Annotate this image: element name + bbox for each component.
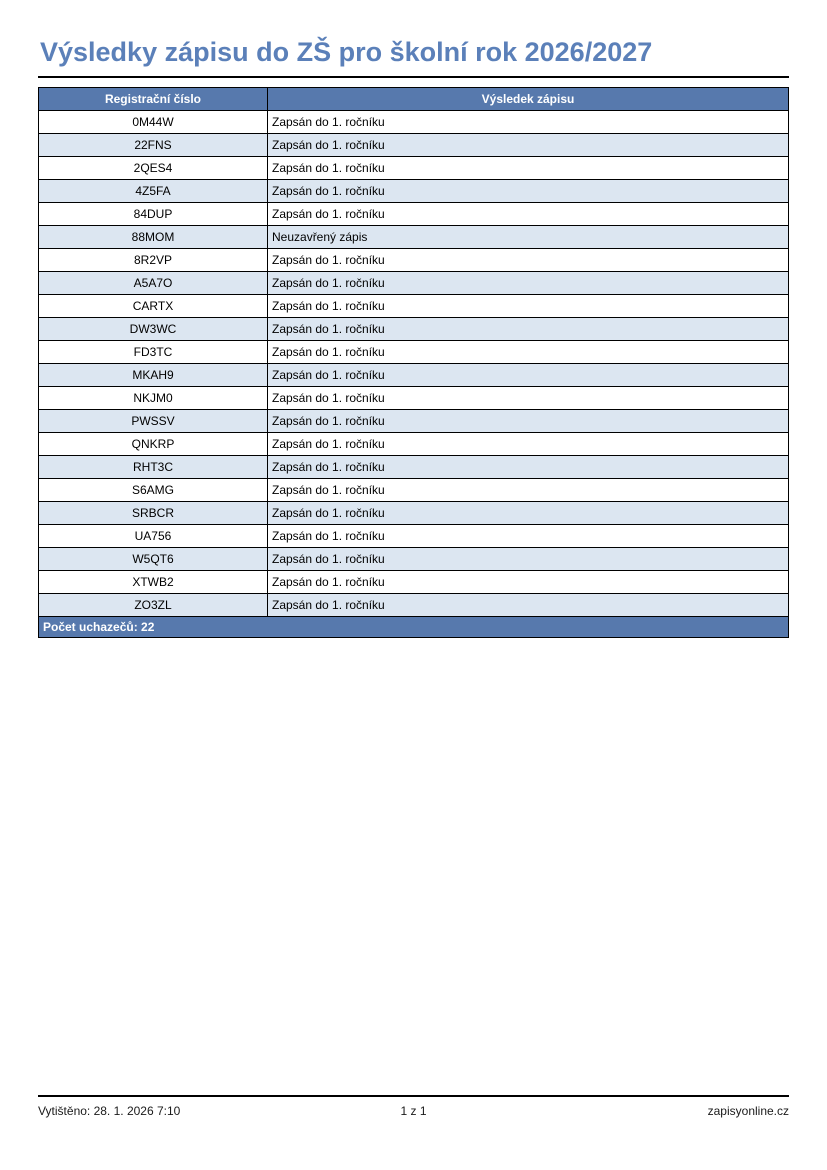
title-divider [38, 76, 789, 78]
cell-enrollment-result: Zapsán do 1. ročníku [268, 593, 789, 616]
table-row [39, 271, 789, 294]
table-row [39, 156, 789, 179]
table-row [39, 455, 789, 478]
cell-enrollment-result: Zapsán do 1. ročníku [268, 156, 789, 179]
table-row [39, 593, 789, 616]
column-header-enrollment-result: Výsledek zápisu [268, 87, 789, 110]
results-table-header [39, 87, 789, 110]
cell-registration-number: DW3WC [39, 317, 268, 340]
cell-registration-number: 88MOM [39, 225, 268, 248]
cell-registration-number: 0M44W [39, 110, 268, 133]
report-content [38, 0, 789, 638]
cell-registration-number: UA756 [39, 524, 268, 547]
table-row [39, 133, 789, 156]
print-footer [38, 1095, 789, 1118]
applicant-count-label: Počet uchazečů: 22 [39, 616, 789, 637]
cell-enrollment-result: Zapsán do 1. ročníku [268, 478, 789, 501]
cell-enrollment-result: Zapsán do 1. ročníku [268, 524, 789, 547]
cell-registration-number: 4Z5FA [39, 179, 268, 202]
page-title: Výsledky zápisu do ZŠ pro školní rok 2026/2027 [40, 37, 653, 67]
table-row [39, 110, 789, 133]
cell-enrollment-result: Zapsán do 1. ročníku [268, 271, 789, 294]
cell-enrollment-result: Zapsán do 1. ročníku [268, 501, 789, 524]
results-table-body [39, 110, 789, 616]
page-number: 1 z 1 [400, 1104, 427, 1118]
cell-registration-number: SRBCR [39, 501, 268, 524]
table-row [39, 248, 789, 271]
cell-enrollment-result: Zapsán do 1. ročníku [268, 248, 789, 271]
cell-registration-number: XTWB2 [39, 570, 268, 593]
cell-registration-number: A5A7O [39, 271, 268, 294]
cell-registration-number: QNKRP [39, 432, 268, 455]
table-row [39, 432, 789, 455]
cell-enrollment-result: Neuzavřený zápis [268, 225, 789, 248]
table-row [39, 317, 789, 340]
table-row [39, 225, 789, 248]
cell-enrollment-result: Zapsán do 1. ročníku [268, 179, 789, 202]
table-row [39, 202, 789, 225]
cell-registration-number: PWSSV [39, 409, 268, 432]
cell-enrollment-result: Zapsán do 1. ročníku [268, 547, 789, 570]
cell-registration-number: RHT3C [39, 455, 268, 478]
cell-enrollment-result: Zapsán do 1. ročníku [268, 133, 789, 156]
cell-registration-number: CARTX [39, 294, 268, 317]
cell-registration-number: NKJM0 [39, 386, 268, 409]
summary-row [39, 616, 789, 637]
cell-enrollment-result: Zapsán do 1. ročníku [268, 386, 789, 409]
cell-enrollment-result: Zapsán do 1. ročníku [268, 110, 789, 133]
printed-timestamp: Vytištěno: 28. 1. 2026 7:10 [38, 1104, 181, 1118]
table-row [39, 501, 789, 524]
cell-enrollment-result: Zapsán do 1. ročníku [268, 409, 789, 432]
cell-enrollment-result: Zapsán do 1. ročníku [268, 570, 789, 593]
table-row [39, 547, 789, 570]
footer-divider [38, 1095, 789, 1097]
cell-registration-number: S6AMG [39, 478, 268, 501]
table-row [39, 294, 789, 317]
cell-enrollment-result: Zapsán do 1. ročníku [268, 340, 789, 363]
table-row [39, 570, 789, 593]
table-row [39, 478, 789, 501]
cell-registration-number: FD3TC [39, 340, 268, 363]
table-row [39, 340, 789, 363]
cell-enrollment-result: Zapsán do 1. ročníku [268, 317, 789, 340]
cell-registration-number: W5QT6 [39, 547, 268, 570]
cell-enrollment-result: Zapsán do 1. ročníku [268, 363, 789, 386]
cell-registration-number: 84DUP [39, 202, 268, 225]
cell-enrollment-result: Zapsán do 1. ročníku [268, 294, 789, 317]
cell-enrollment-result: Zapsán do 1. ročníku [268, 202, 789, 225]
footer-line [38, 1104, 789, 1118]
cell-enrollment-result: Zapsán do 1. ročníku [268, 455, 789, 478]
site-name: zapisyonline.cz [707, 1104, 789, 1118]
cell-registration-number: ZO3ZL [39, 593, 268, 616]
table-row [39, 524, 789, 547]
table-row [39, 386, 789, 409]
cell-registration-number: 2QES4 [39, 156, 268, 179]
table-row [39, 409, 789, 432]
results-table-footer [39, 616, 789, 637]
cell-registration-number: MKAH9 [39, 363, 268, 386]
header-row [39, 87, 789, 110]
table-row [39, 363, 789, 386]
table-row [39, 179, 789, 202]
column-header-registration-number: Registrační číslo [39, 87, 268, 110]
results-table [38, 87, 789, 638]
cell-registration-number: 22FNS [39, 133, 268, 156]
cell-enrollment-result: Zapsán do 1. ročníku [268, 432, 789, 455]
cell-registration-number: 8R2VP [39, 248, 268, 271]
